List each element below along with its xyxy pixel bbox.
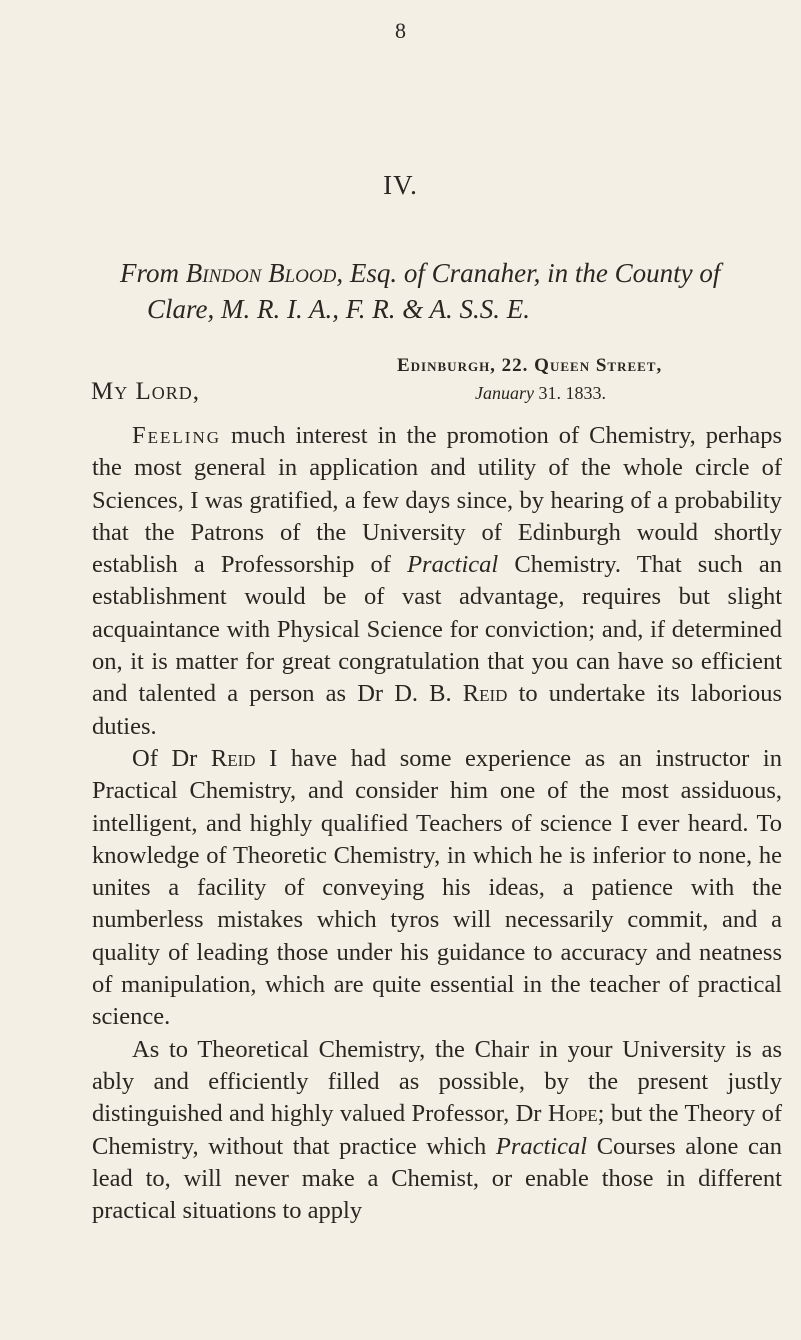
paragraph-1-name: Reid bbox=[462, 680, 508, 708]
paragraph-3-text-b: ; but the Theory of Chemistry, without that practice which bbox=[92, 1100, 782, 1160]
paragraph-1 bbox=[92, 420, 782, 743]
letter-body bbox=[92, 420, 782, 1227]
paragraph-1-text-a: much interest in the promotion of Chemistry, perhaps the most general in application and utility of the whole circle of Sciences, I was gratified, a few days since, by hearing of a probability that the Patrons of the University of Edinburgh would shortly establish a Professorship of bbox=[92, 422, 782, 579]
paragraph-1-text-b: Chemistry. That such an establishment would be of vast advantage, requires but slight acquaintance with Physical Science for conviction; and, if determined on, it is matter for great congratulation that you can have so efficient and talented a person as Dr D. B. bbox=[92, 551, 782, 708]
paragraph-1-lead-word: Feeling bbox=[132, 422, 221, 449]
paragraph-3 bbox=[92, 1034, 782, 1228]
heading-author-name: Bindon Blood bbox=[185, 258, 337, 288]
paragraph-2-text-b: I have had some experience as an instructor in Practical Chemistry, and consider him one of the most assiduous, intelligent, and highly qualified Teachers of science I ever heard. To knowledge of Theoretic Chemistry, in which he is inferior to none, he unites a facility of conveying his ideas, a patience with the numberless mistakes which tyros will necessarily commit, and a quality of leading those under his guidance to accuracy and neatness of manipulation, which are quite essential in the teacher of practical science. bbox=[92, 744, 782, 1031]
dateline-place: Edinburgh, 22. Queen Street, bbox=[397, 355, 663, 376]
paragraph-1-italic: Practical bbox=[407, 551, 499, 579]
date-rest: 31. 1833. bbox=[533, 383, 606, 403]
heading-prefix: From bbox=[120, 258, 186, 288]
section-numeral: IV. bbox=[383, 170, 418, 200]
date-month: January bbox=[475, 383, 534, 403]
paragraph-3-italic: Practical bbox=[495, 1132, 588, 1160]
paragraph-3-name: Hope bbox=[547, 1100, 598, 1128]
dateline-date bbox=[475, 383, 606, 404]
paragraph-2-text-a: Of Dr bbox=[132, 744, 211, 772]
letter-heading-line2: Clare, M. R. I. A., F. R. & A. S.S. E. bbox=[147, 294, 530, 324]
paragraph-1-text-c: to undertake its laborious duties. bbox=[92, 680, 782, 740]
heading-suffix: , Esq. of Cranaher, in the County of bbox=[336, 258, 721, 288]
letter-heading-line1 bbox=[120, 254, 800, 292]
paragraph-2 bbox=[92, 743, 782, 1034]
salutation: My Lord, bbox=[91, 378, 201, 405]
paragraph-2-name: Reid bbox=[210, 744, 256, 772]
paragraph-3-text-a: As to Theoretical Chemistry, the Chair in your University is as ably and efficiently filled as possible, by the present justly distinguished and highly valued Professor, Dr bbox=[92, 1035, 782, 1128]
paragraph-3-text-c: Courses alone can lead to, will never make a Chemist, or enable those in different practical situations to apply bbox=[92, 1132, 783, 1225]
page-number: 8 bbox=[395, 18, 406, 43]
